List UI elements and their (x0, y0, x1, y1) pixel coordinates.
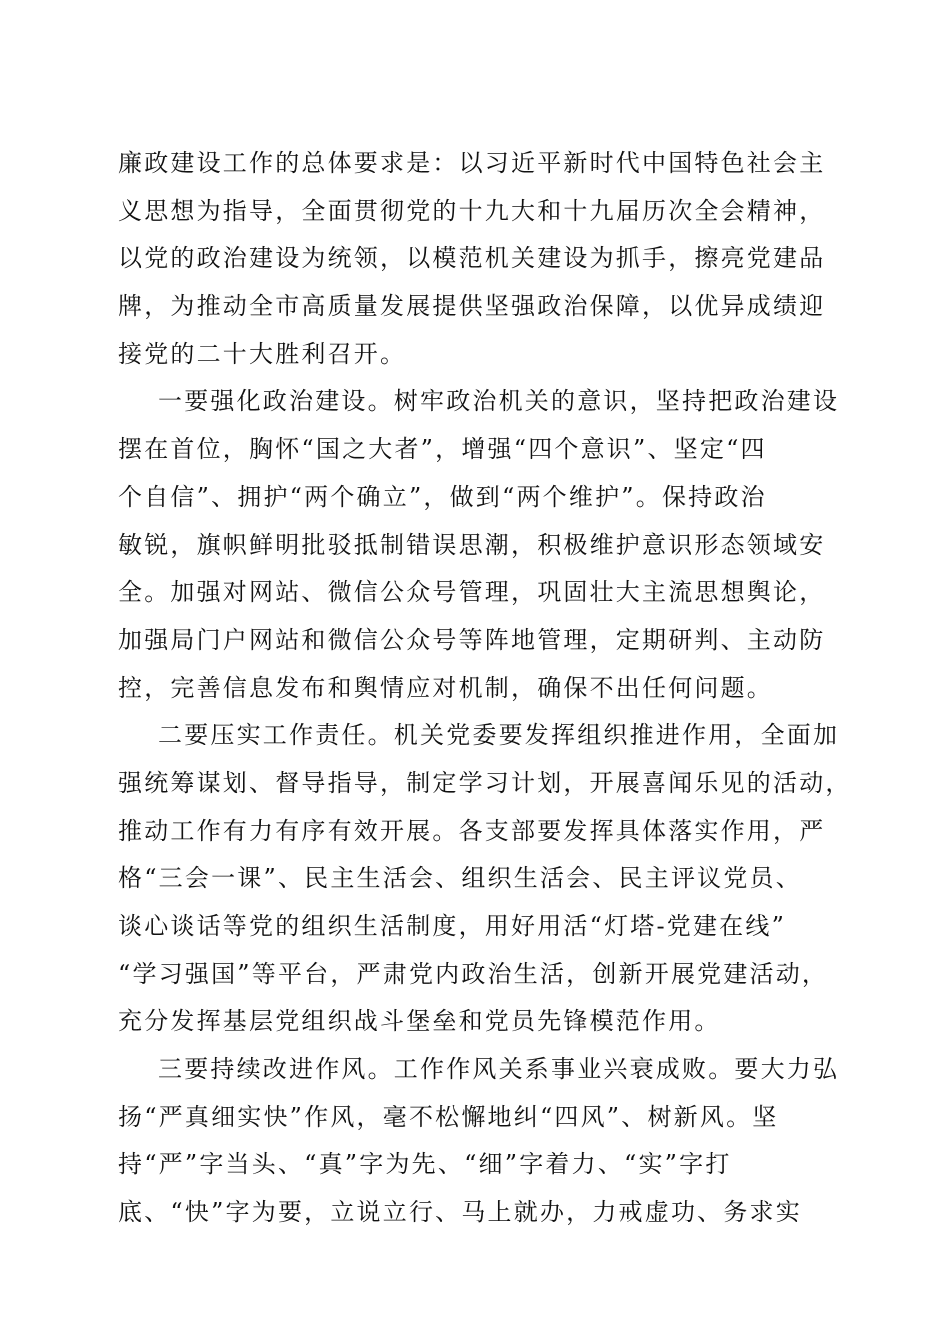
text-line: 接党的二十大胜利召开。 (118, 339, 407, 368)
paragraph-intro (118, 140, 833, 378)
text-line: 扬“严真细实快”作风，毫不松懈地纠“四风”、树新风。坚 (118, 1102, 779, 1131)
text-line: 充分发挥基层党组织战斗堡垒和党员先锋模范作用。 (118, 1007, 721, 1036)
text-line: 个自信”、拥护“两个确立”，做到“两个维护”。保持政治 (118, 482, 767, 511)
text-line: 格“三会一课”、民主生活会、组织生活会、民主评议党员、 (118, 864, 802, 893)
text-line: 敏锐，旗帜鲜明批驳抵制错误思潮，积极维护意识形态领域安 (118, 530, 826, 559)
paragraph-work-responsibility (118, 712, 852, 1046)
text-line: 谈心谈话等党的组织生活制度，用好用活“灯塔-党建在线” (118, 912, 787, 940)
paragraph-work-style (118, 1046, 840, 1237)
text-line: 牌，为推动全市高质量发展提供坚强政治保障，以优异成绩迎 (118, 292, 826, 321)
text-line: 强统筹谋划、督导指导，制定学习计划，开展喜闻乐见的活动， (118, 768, 852, 797)
text-line: 加强局门户网站和微信公众号等阵地管理，定期研判、主动防 (118, 625, 826, 654)
text-line: 持“严”字当头、“真”字为先、“细”字着力、“实”字打 (118, 1150, 732, 1179)
text-line: 一要强化政治建设。树牢政治机关的意识，坚持把政治建设 (158, 387, 840, 416)
text-line: 推动工作有力有序有效开展。各支部要发挥具体落实作用，严 (118, 816, 826, 845)
text-line: 廉政建设工作的总体要求是：以习近平新时代中国特色社会主 (118, 149, 826, 177)
text-line: 全。加强对网站、微信公众号管理，巩固壮大主流思想舆论， (118, 578, 826, 607)
text-line: 三要持续改进作风。工作作风关系事业兴衰成败。要大力弘 (158, 1055, 840, 1084)
paragraph-political-building (118, 378, 840, 712)
text-line: 控，完善信息发布和舆情应对机制，确保不出任何问题。 (118, 673, 773, 702)
document-body (118, 140, 852, 1237)
text-line: 摆在首位，胸怀“国之大者”，增强“四个意识”、坚定“四 (118, 435, 767, 464)
text-line: 义思想为指导，全面贯彻党的十九大和十九届历次全会精神， (118, 196, 826, 225)
text-line: “学习强国”等平台，严肃党内政治生活，创新开展党建活动， (118, 959, 829, 988)
text-line: 二要压实工作责任。机关党委要发挥组织推进作用，全面加 (158, 721, 840, 750)
text-line: 以党的政治建设为统领，以模范机关建设为抓手，擦亮党建品 (118, 244, 826, 273)
text-line: 底、“快”字为要，立说立行、马上就办，力戒虚功、务求实 (118, 1198, 802, 1227)
